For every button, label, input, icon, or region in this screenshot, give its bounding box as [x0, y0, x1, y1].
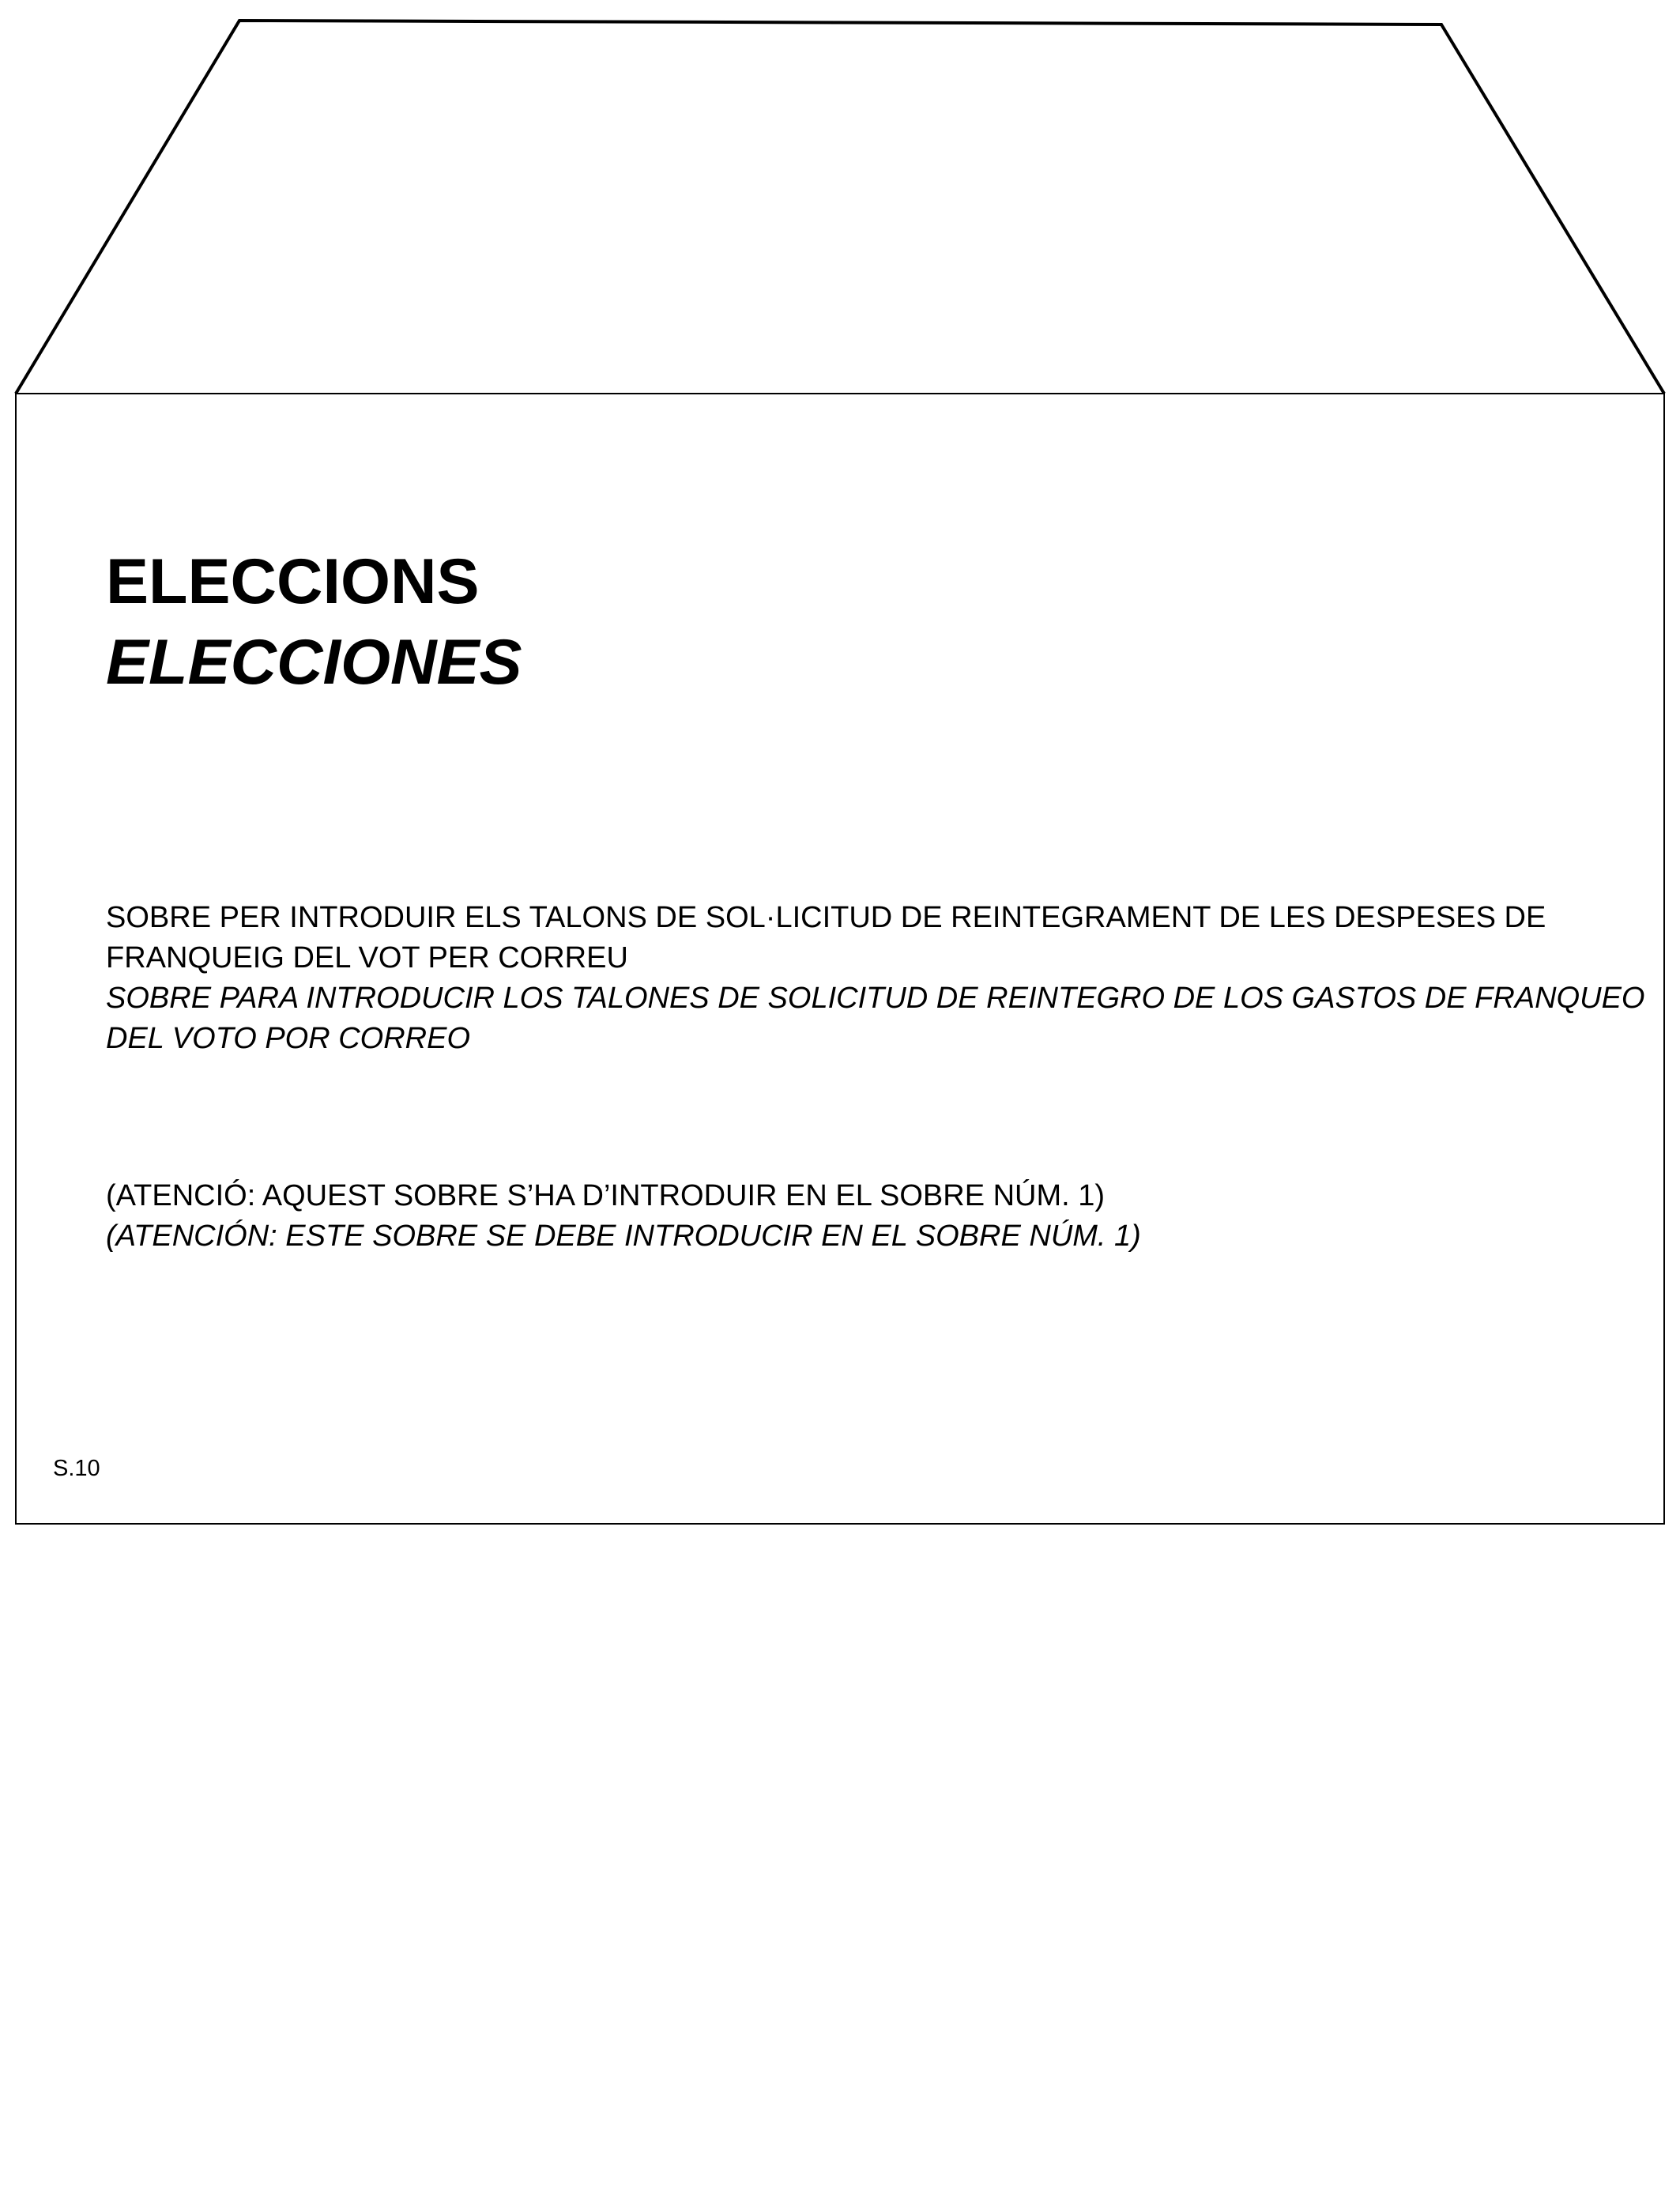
title-spanish: ELECCIONES: [106, 627, 522, 698]
description-catalan: SOBRE PER INTRODUIR ELS TALONS DE SOL·LICITUD DE REINTEGRAMENT DE LES DESPESES DE FRANQUEIG DEL VOT PER CORREU: [106, 901, 1546, 974]
description-spanish: SOBRE PARA INTRODUCIR LOS TALONES DE SOLICITUD DE REINTEGRO DE LOS GASTOS DE FRANQUEO DEL VOTO POR CORREO: [106, 982, 1645, 1055]
title-catalan: ELECCIONS: [106, 546, 480, 617]
notice-catalan: (ATENCIÓ: AQUEST SOBRE S’HA D’INTRODUIR EN EL SOBRE NÚM. 1): [106, 1179, 1106, 1212]
notice-spanish: (ATENCIÓN: ESTE SOBRE SE DEBE INTRODUCIR EN EL SOBRE NÚM. 1): [106, 1220, 1141, 1253]
envelope-code: S.10: [53, 1456, 100, 1481]
envelope-flap: [16, 21, 1664, 394]
